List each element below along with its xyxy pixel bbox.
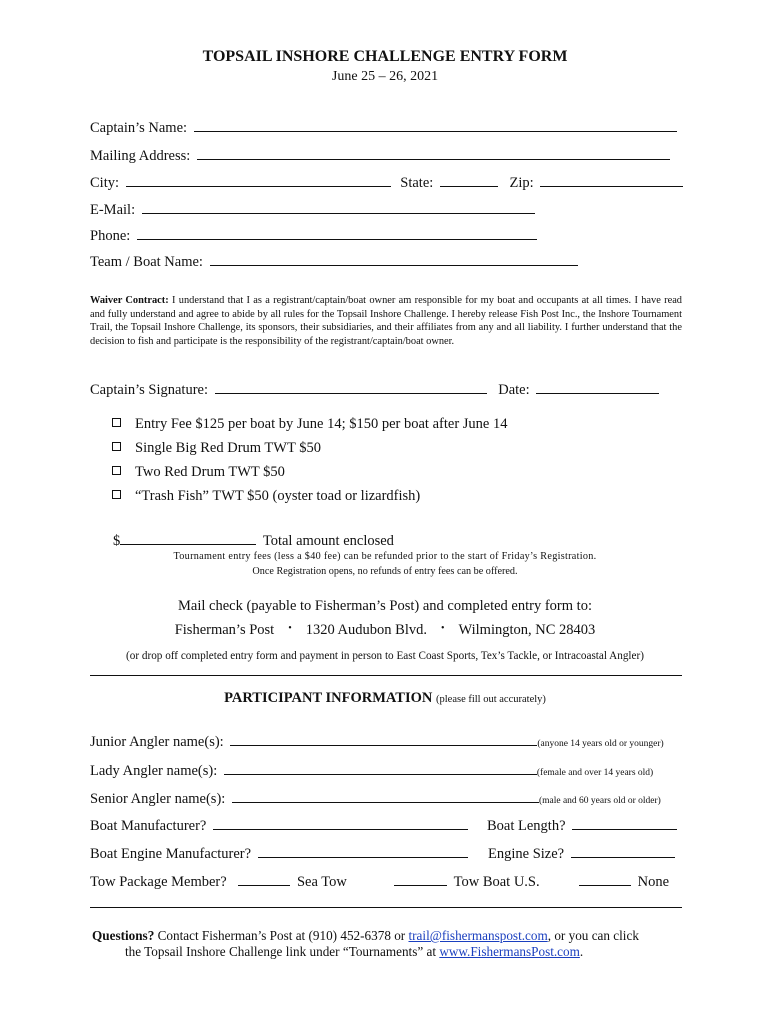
- currency-symbol: $: [113, 533, 121, 549]
- mailing-address-field[interactable]: [197, 145, 670, 160]
- senior-angler-label: Senior Angler name(s):: [90, 791, 226, 807]
- tow-none-option: [579, 871, 669, 891]
- option-label: Single Big Red Drum TWT $50: [135, 440, 321, 456]
- phone-field[interactable]: [137, 225, 537, 240]
- email-label: E-Mail:: [90, 202, 136, 218]
- engine-size-row: [488, 843, 675, 863]
- two-red-drum-checkbox[interactable]: [112, 466, 121, 475]
- mail-name: Fisherman’s Post: [174, 622, 275, 638]
- option-label: Entry Fee $125 per boat by June 14; $150 per boat after June 14: [135, 416, 508, 432]
- divider: [90, 907, 682, 908]
- total-label: Total amount enclosed: [262, 533, 394, 549]
- dropoff-note: (or drop off completed entry form and payment in person to East Coast Sports, Tex’s Tackle, or Intracoastal Angler): [126, 650, 644, 662]
- junior-angler-field[interactable]: [230, 731, 537, 746]
- single-red-drum-checkbox[interactable]: [112, 442, 121, 451]
- option-label: “Trash Fish” TWT $50 (oyster toad or lizardfish): [135, 488, 421, 504]
- trash-fish-checkbox[interactable]: [112, 490, 121, 499]
- tow-package-row: [90, 871, 347, 891]
- form-title: TOPSAIL INSHORE CHALLENGE ENTRY FORM: [202, 48, 568, 65]
- zip-field[interactable]: [540, 172, 683, 187]
- tow-boat-us-label: Tow Boat U.S.: [453, 874, 540, 890]
- questions-text: the Topsail Inshore Challenge link under “Tournaments” at: [125, 944, 440, 959]
- option-trash-fish: [112, 488, 420, 505]
- mail-heading: Mail check (payable to Fisherman’s Post) and completed entry form to:: [178, 598, 592, 614]
- signature-label: Captain’s Signature:: [90, 382, 208, 398]
- bullet-separator: •: [440, 623, 445, 634]
- captain-name-label: Captain’s Name:: [90, 120, 188, 136]
- questions-line2: [125, 944, 583, 960]
- bullet-separator: •: [288, 623, 292, 634]
- lady-angler-row: [90, 760, 653, 780]
- captain-name-field[interactable]: [194, 117, 677, 132]
- sea-tow-field[interactable]: [238, 871, 290, 886]
- date-label: Date:: [498, 382, 530, 398]
- boat-manufacturer-row: [90, 815, 468, 835]
- mail-address: [0, 622, 770, 639]
- participant-heading-note: (please fill out accurately): [436, 694, 546, 705]
- state-field[interactable]: [440, 172, 498, 187]
- option-two-red-drum: [112, 464, 285, 481]
- questions-line1: [92, 928, 639, 944]
- questions-label: Questions?: [92, 928, 155, 943]
- senior-angler-field[interactable]: [232, 788, 539, 803]
- event-dates: June 25 – 26, 2021: [331, 69, 439, 84]
- city-label: City:: [90, 175, 120, 191]
- zip-label: Zip:: [509, 175, 534, 191]
- sea-tow-label: Sea Tow: [296, 874, 347, 890]
- lady-angler-label: Lady Angler name(s):: [90, 763, 218, 779]
- engine-size-label: Engine Size?: [488, 846, 565, 862]
- team-boat-row: [90, 251, 578, 271]
- website-link[interactable]: www.FishermansPost.com: [439, 944, 580, 959]
- questions-text: Contact Fisherman’s Post at (910) 452-6378 or: [154, 928, 409, 943]
- waiver-text: I understand that I as a registrant/captain/boat owner am responsible for my boat and occupants at all times. I have read and fully understand and agree to abide by all rules for the Topsail Inshore Challenge. I hereby release Fish Post Inc., the Inshore Tournament Trail, the Topsail Inshore Challenge, its sponsors, their subsidiaries, and their affiliates from any and all liability. I further understand that the decision to fish and participate is the responsibility of the registrant/captain/boat owner.: [90, 295, 683, 347]
- tow-none-label: None: [637, 874, 670, 890]
- lady-angler-field[interactable]: [224, 760, 537, 775]
- phone-row: [90, 225, 537, 245]
- tow-none-field[interactable]: [579, 871, 631, 886]
- mailing-address-row: [90, 145, 670, 165]
- tow-package-label: Tow Package Member?: [90, 874, 227, 890]
- boat-manufacturer-field[interactable]: [213, 815, 468, 830]
- email-field[interactable]: [142, 199, 535, 214]
- date-field[interactable]: [536, 379, 659, 394]
- email-link[interactable]: trail@fishermanspost.com: [408, 928, 548, 943]
- questions-text: , or you can click: [547, 928, 639, 943]
- team-boat-field[interactable]: [210, 251, 578, 266]
- boat-length-row: [487, 815, 677, 835]
- divider: [90, 675, 682, 676]
- option-single-red-drum: [112, 440, 321, 457]
- senior-angler-row: [90, 788, 661, 808]
- engine-manufacturer-row: [90, 843, 468, 863]
- boat-length-field[interactable]: [572, 815, 677, 830]
- refund-note-line2: Once Registration opens, no refunds of entry fees can be offered.: [252, 566, 518, 577]
- email-row: [90, 199, 535, 219]
- total-amount-field[interactable]: [120, 530, 256, 545]
- tow-boat-us-option: [394, 871, 540, 891]
- option-label: Two Red Drum TWT $50: [135, 464, 285, 480]
- city-field[interactable]: [126, 172, 391, 187]
- city-state-zip-row: [90, 172, 683, 192]
- engine-size-field[interactable]: [571, 843, 675, 858]
- mail-street: 1320 Audubon Blvd.: [305, 622, 427, 638]
- total-row: [113, 530, 394, 550]
- junior-angler-row: [90, 731, 664, 751]
- questions-text: .: [579, 944, 584, 959]
- participant-heading: [0, 690, 770, 707]
- phone-label: Phone:: [90, 228, 131, 244]
- refund-note-line1: Tournament entry fees (less a $40 fee) can be refunded prior to the start of Friday’s Registration.: [173, 551, 597, 562]
- senior-angler-hint: (male and 60 years old or older): [538, 796, 661, 806]
- signature-field[interactable]: [215, 379, 487, 394]
- boat-manufacturer-label: Boat Manufacturer?: [90, 818, 207, 834]
- junior-angler-hint: (anyone 14 years old or younger): [537, 739, 664, 749]
- mail-city: Wilmington, NC 28403: [458, 622, 596, 638]
- participant-heading-title: PARTICIPANT INFORMATION: [224, 690, 433, 706]
- junior-angler-label: Junior Angler name(s):: [90, 734, 224, 750]
- state-label: State:: [400, 175, 434, 191]
- captain-name-row: [90, 117, 677, 137]
- option-entry-fee: [112, 416, 507, 433]
- engine-manufacturer-label: Boat Engine Manufacturer?: [90, 846, 252, 862]
- entry-fee-checkbox[interactable]: [112, 418, 121, 427]
- waiver-contract: [90, 294, 682, 348]
- signature-row: [90, 379, 659, 399]
- boat-length-label: Boat Length?: [487, 818, 566, 834]
- tow-boat-us-field[interactable]: [394, 871, 447, 886]
- waiver-label: Waiver Contract:: [90, 295, 169, 306]
- lady-angler-hint: (female and over 14 years old): [536, 768, 654, 778]
- team-boat-label: Team / Boat Name:: [90, 254, 203, 270]
- engine-manufacturer-field[interactable]: [258, 843, 468, 858]
- mailing-address-label: Mailing Address:: [90, 148, 191, 164]
